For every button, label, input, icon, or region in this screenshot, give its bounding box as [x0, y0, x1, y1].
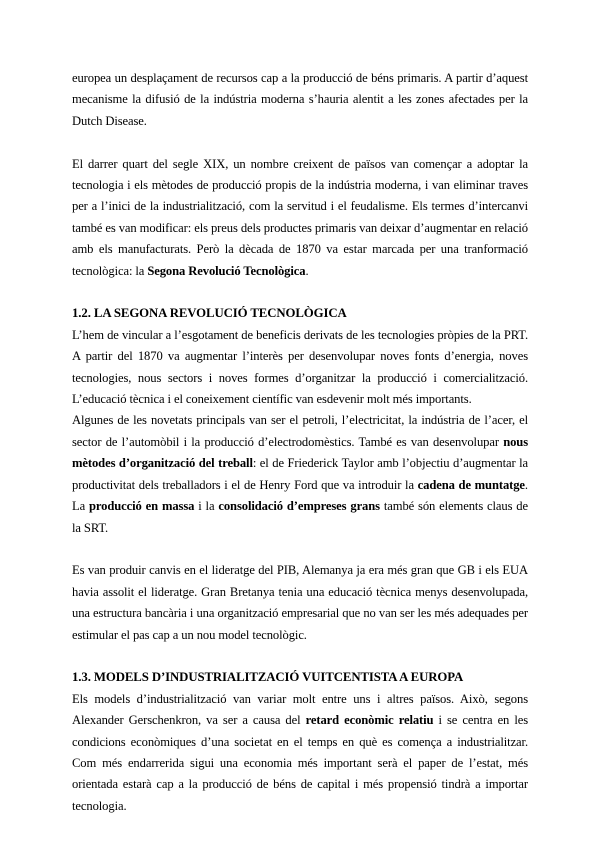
paragraph-gap: [72, 282, 528, 303]
paragraph-novelties: [72, 410, 528, 538]
paragraph-text: .: [305, 263, 309, 278]
paragraph-prt-exhaustion: L’hem de vincular a l’esgotament de beneficis derivats de les tecnologies pròpies de la PRT. A partir del 1870 va augmentar l’interès per desenvolupar noves fonts d’energia, noves tecnologies, nous sectors i noves formes d’organitzar la producció i comercialització. L’educació tècnica i el coneixement científic van esdevenir molt més importants.: [72, 327, 528, 407]
paragraph-text: i se centra en les condicions econòmiques d’una societat en el temps en què es comença a industrialitzar. Com més endarrerida sigui una economia més important serà el paper de l’estat, més orientada estarà cap a la producció de béns de capital i més propensió tindrà a importar tecnologia.: [72, 713, 529, 813]
page-content: [72, 68, 528, 817]
bold-term: Segona Revolució Tecnològica: [147, 263, 306, 278]
bold-term: cadena de muntatge: [417, 477, 525, 492]
section-heading-1-2: 1.2. LA SEGONA REVOLUCIÓ TECNOLÒGICA: [72, 306, 347, 321]
bold-term: consolidació d’empreses grans: [218, 499, 380, 514]
bold-term: retard econòmic relatiu: [305, 713, 434, 728]
paragraph-text: també són elements claus de la SRT.: [72, 499, 528, 535]
paragraph-text: Els models d’industrialització van variar molt entre uns i altres països. Això, segons Alexander Gerschenkron, va ser a causa del: [72, 691, 528, 728]
paragraph-late-19th-century: [72, 154, 528, 282]
paragraph-industrialization-models: [72, 689, 528, 817]
bold-term: producció en massa: [89, 499, 195, 514]
paragraph-text: . La: [72, 477, 528, 514]
paragraph-text: : el de Friederick Taylor amb l’objectiu d’augmentar la productivitat dels treballadors i el de Henry Ford que va introduir la: [72, 456, 529, 492]
paragraph-gap: [72, 539, 528, 560]
paragraph-gap: [72, 132, 528, 153]
paragraph-text: El darrer quart del segle XIX, un nombre creixent de països van començar a adoptar la tecnologia i els mètodes de producció propis de la indústria moderna, i van eliminar traves per a l’inici de la industrialització, com la servitud i el feudalisme. Els termes d’intercanvi també es van modificar: els preus dels productes primaris van deixar d’augmentar en relació amb els manufacturats. Però la dècada de 1870 va estar marcada per una tranformació tecnològica: la: [72, 156, 528, 278]
bold-term: nous mètodes d’organització del treball: [72, 434, 528, 471]
section-heading-1-3: 1.3. MODELS D’INDUSTRIALITZACIÓ VUITCENTISTA A EUROPA: [72, 670, 464, 685]
paragraph-dutch-disease: europea un desplaçament de recursos cap a la producció de béns primaris. A partir d’aquest mecanisme la difusió de la indústria moderna s’hauria alentit a les zones afectades per la Dutch Disease.: [72, 71, 528, 128]
paragraph-text: Algunes de les novetats principals van ser el petroli, l’electricitat, la indústria de l’acer, el sector de l’automòbil i la producció d’electrodomèstics. També es van desenvolupar: [72, 413, 528, 449]
paragraph-text: i la: [194, 499, 219, 514]
paragraph-gdp-leadership: Es van produir canvis en el lideratge del PIB, Alemanya ja era més gran que GB i els EUA havia assolit el lideratge. Gran Bretanya tenia una educació tècnica menys desenvolupada, una estructura bancària i una organització empresarial que no van ser les més adequades per estimular el pas cap a un nou model tecnològic.: [72, 563, 528, 642]
paragraph-gap: [72, 646, 528, 667]
